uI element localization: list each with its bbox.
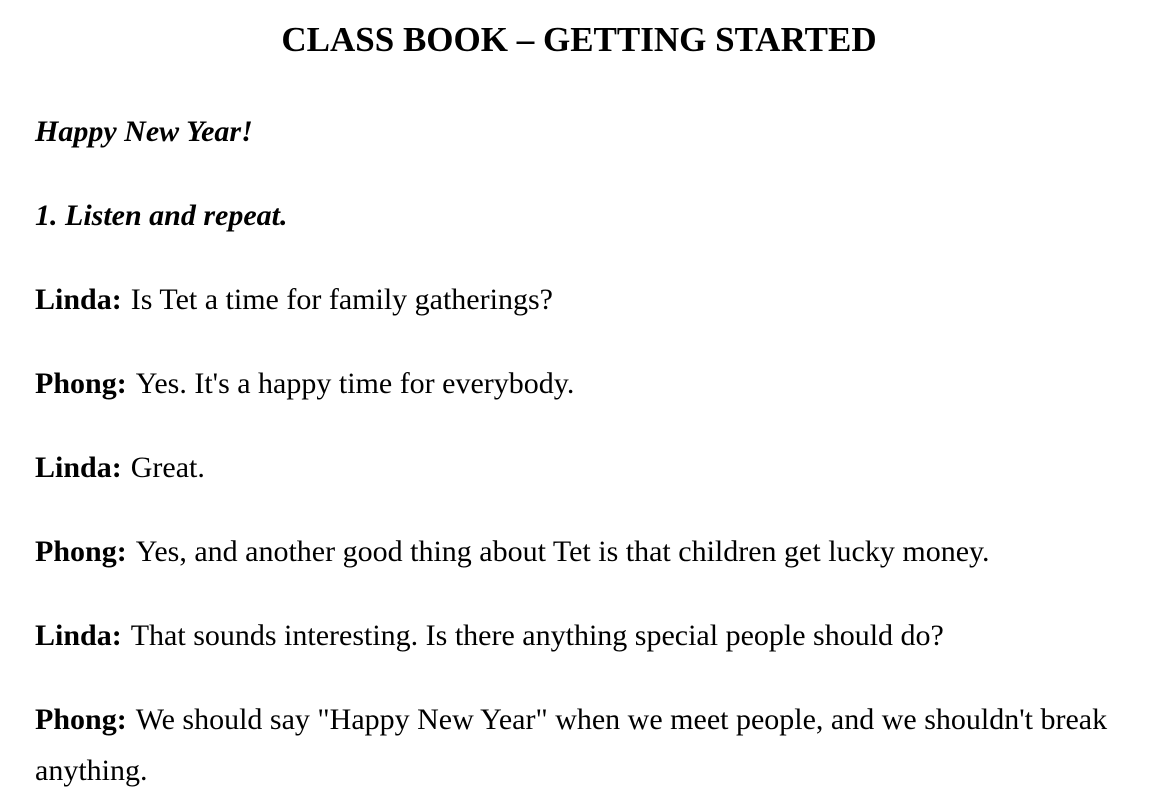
speaker-label: Phong:	[35, 367, 127, 401]
dialogue-line	[35, 358, 1123, 409]
speaker-label: Phong:	[35, 535, 127, 569]
speaker-label: Linda:	[35, 451, 122, 485]
dialogue-line	[35, 526, 1123, 577]
greeting-heading: Happy New Year!	[35, 115, 253, 149]
dialogue-text: Is Tet a time for family gatherings?	[130, 283, 553, 317]
speaker-label: Linda:	[35, 619, 122, 653]
page-title: CLASS BOOK – GETTING STARTED	[281, 20, 877, 59]
dialogue-line	[35, 610, 1123, 661]
dialogue-text: Yes. It's a happy time for everybody.	[135, 367, 575, 401]
speaker-label: Linda:	[35, 283, 122, 317]
task-heading: 1. Listen and repeat.	[35, 199, 288, 233]
dialogue-line	[35, 274, 1123, 325]
dialogue-text: Great.	[130, 451, 205, 485]
dialogue-line	[35, 694, 1123, 788]
dialogue-text: We should say "Happy New Year" when we meet people, and we shouldn't break anything.	[35, 703, 1108, 788]
dialogue-line	[35, 442, 1123, 493]
dialogue-text: That sounds interesting. Is there anything special people should do?	[130, 619, 944, 653]
dialogue-text: Yes, and another good thing about Tet is that children get lucky money.	[135, 535, 990, 569]
speaker-label: Phong:	[35, 703, 127, 737]
